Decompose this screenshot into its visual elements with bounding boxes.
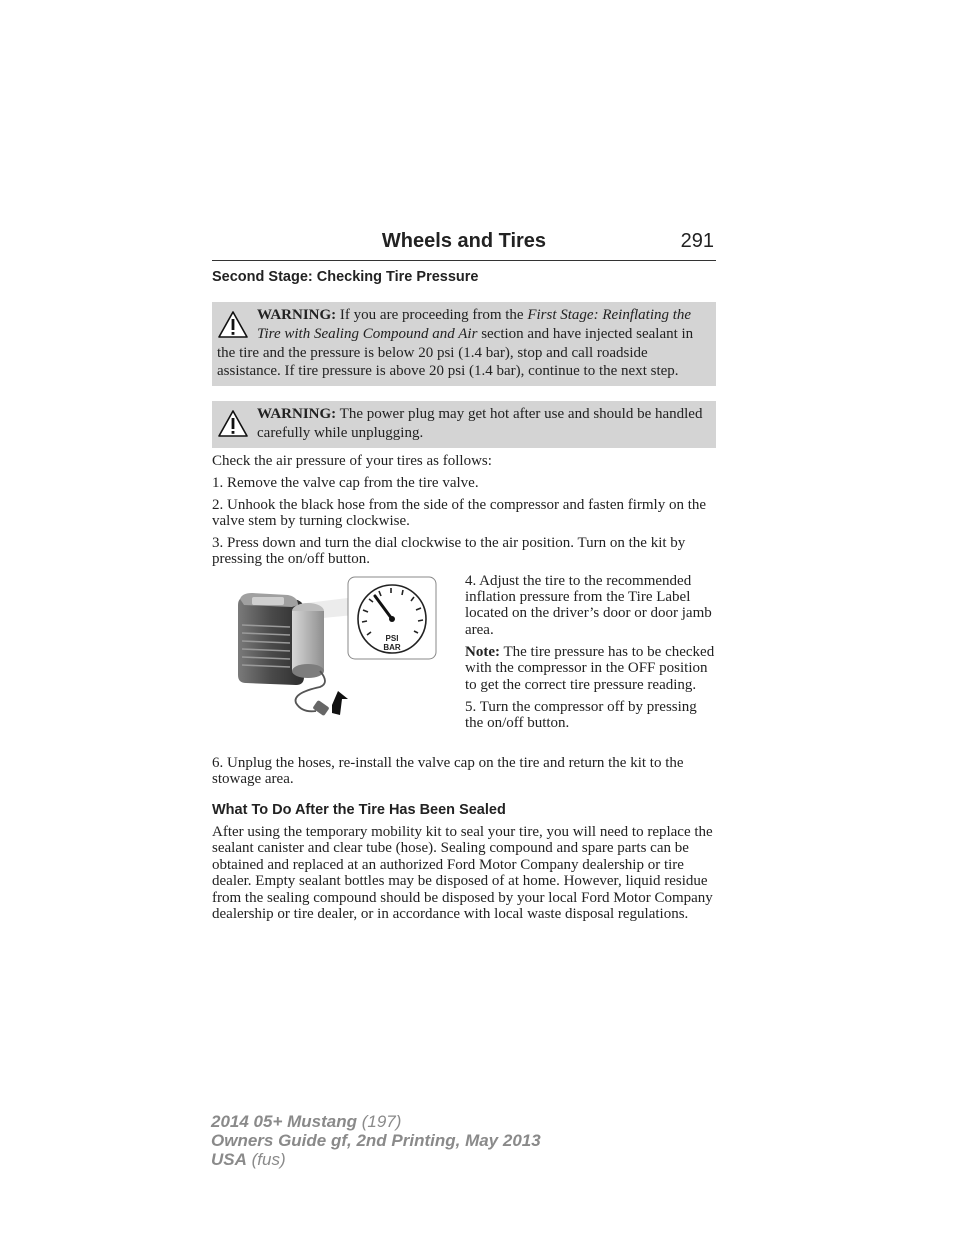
section-heading-after-sealed: What To Do After the Tire Has Been Sealed xyxy=(212,801,506,818)
note-label: Note: xyxy=(465,643,500,660)
note xyxy=(465,644,717,693)
figure-row xyxy=(212,573,716,749)
footer-market: USA xyxy=(211,1150,247,1169)
footer-line-1 xyxy=(211,1112,541,1131)
footer-model: 2014 05+ Mustang xyxy=(211,1112,357,1131)
after-sealed-body: After using the temporary mobility kit to seal your tire, you will need to replace the sealant canister and clear tube (hose). Sealing compound and spare parts can be obtained and replaced at an authorized Ford Motor Company dealership or tire dealer. Empty sealant bottles may be disposed of at home. However, liquid residue from the sealing compound should be disposed by your local Ford Motor Company dealership or tire dealer, or in accordance with local waste disposal regulations. xyxy=(212,823,713,923)
note-text: The tire pressure has to be checked with the compressor in the OFF position to get the correct tire pressure reading. xyxy=(465,643,715,693)
page-footer xyxy=(211,1112,541,1169)
footer-code: (197) xyxy=(357,1112,402,1131)
warning-label: WARNING: xyxy=(257,406,337,423)
warning-box-power-plug xyxy=(212,401,716,448)
step-3: 3. Press down and turn the dial clockwise to the air position. Turn on the kit by pressing the on/off button. xyxy=(212,534,686,568)
warning-triangle-icon xyxy=(217,409,249,439)
step-5: 5. Turn the compressor off by pressing the on/off button. xyxy=(465,698,697,732)
intro-text: Check the air pressure of your tires as follows: xyxy=(212,452,492,469)
step-6: 6. Unplug the hoses, re-install the valve cap on the tire and return the kit to the stowage area. xyxy=(212,754,684,788)
chapter-title: Wheels and Tires xyxy=(381,230,547,252)
footer-line-3 xyxy=(211,1150,541,1169)
warning-text-a: If you are proceeding from the xyxy=(336,307,528,323)
manual-page xyxy=(212,228,716,923)
gauge-bar-label: BAR xyxy=(383,642,401,652)
warning-triangle-icon xyxy=(217,310,249,340)
footer-printing: Owners Guide gf, 2nd Printing, May 2013 xyxy=(211,1131,541,1150)
page-number: 291 xyxy=(680,230,714,252)
page-header xyxy=(212,228,716,261)
warning-label: WARNING: xyxy=(257,307,337,323)
warning-emphasis: First Stage: Reinflating the Tire with Sealing Compound and Air xyxy=(257,307,692,342)
gauge-psi-label: PSI xyxy=(385,633,399,643)
step-4: 4. Adjust the tire to the recommended inflation pressure from the Tire Label located on the driver’s door or door jamb area. xyxy=(465,572,712,638)
compressor-illustration xyxy=(232,575,446,727)
figure-side-text xyxy=(465,573,717,732)
warning-text-b: section and have injected sealant in the tire and the pressure is below 20 psi (1.4 bar), stop and call roadside assistance. If tire pressure is above 20 psi (1.4 bar), continue to the next step. xyxy=(217,325,694,380)
step-1: 1. Remove the valve cap from the tire valve. xyxy=(212,475,479,492)
warning-box-sealant xyxy=(212,302,716,386)
step-2: 2. Unhook the black hose from the side of the compressor and fasten firmly on the valve stem by turning clockwise. xyxy=(212,496,707,530)
footer-market-code: (fus) xyxy=(246,1150,286,1169)
footer-line-2 xyxy=(211,1131,541,1150)
section-heading-checking-pressure: Second Stage: Checking Tire Pressure xyxy=(212,269,479,285)
warning-text: The power plug may get hot after use and should be handled carefully while unplugging. xyxy=(257,406,703,441)
